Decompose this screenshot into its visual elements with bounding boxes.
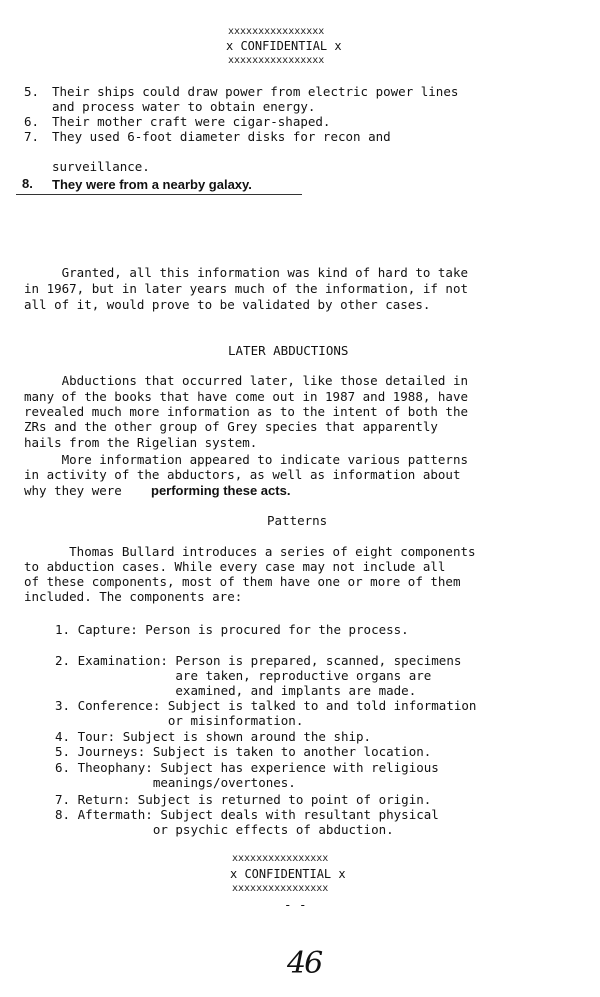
item-7-number: 7. xyxy=(24,129,40,144)
item-8-number: 8. xyxy=(22,176,33,191)
component-3-conference-line-1: 3. Conference: Subject is talked to and told information xyxy=(55,698,477,713)
item-6-line-1: Their mother craft were cigar-shaped. xyxy=(52,114,331,129)
header-stars-bottom: xxxxxxxxxxxxxxxx xyxy=(228,55,325,66)
component-3-conference-line-2: or misinformation. xyxy=(55,713,304,728)
paragraph-2-line-7: in activity of the abductors, as well as information about xyxy=(24,467,461,482)
paragraph-1-line-2: in 1967, but in later years much of the information, if not xyxy=(24,281,469,296)
header-confidential-label: x CONFIDENTIAL x xyxy=(226,39,342,53)
component-5-journeys: 5. Journeys: Subject is taken to another location. xyxy=(55,744,432,759)
section-heading-later-abductions: LATER ABDUCTIONS xyxy=(228,343,349,358)
component-6-theophany-line-2: meanings/overtones. xyxy=(55,775,296,790)
component-8-aftermath-line-1: 8. Aftermath: Subject deals with resultant physical xyxy=(55,807,439,822)
component-2-examination-line-1: 2. Examination: Person is prepared, scanned, specimens xyxy=(55,653,462,668)
paragraph-2-line-2: many of the books that have come out in 1987 and 1988, have xyxy=(24,389,469,404)
footer-confidential-label: x CONFIDENTIAL x xyxy=(230,867,346,881)
component-7-return: 7. Return: Subject is returned to point of origin. xyxy=(55,792,432,807)
footer-stars-bottom: xxxxxxxxxxxxxxxx xyxy=(232,883,329,894)
paragraph-2-line-4: ZRs and the other group of Grey species that apparently xyxy=(24,419,438,434)
paragraph-3-line-3: of these components, most of them have one or more of them xyxy=(24,574,461,589)
section-heading-patterns: Patterns xyxy=(267,513,328,528)
component-2-examination-line-2: are taken, reproductive organs are xyxy=(55,668,432,683)
item-6-number: 6. xyxy=(24,114,40,129)
component-8-aftermath-line-2: or psychic effects of abduction. xyxy=(55,822,394,837)
paragraph-2-line-6: More information appeared to indicate various patterns xyxy=(24,452,469,467)
footer-dash: - - xyxy=(284,897,307,912)
item-8-line-1: They were from a nearby galaxy. xyxy=(52,177,252,192)
paragraph-2-line-3: revealed much more information as to the intent of both the xyxy=(24,404,469,419)
item-5-line-1: Their ships could draw power from electric power lines xyxy=(52,84,459,99)
item-8-underline xyxy=(16,194,302,195)
item-5-line-2: and process water to obtain energy. xyxy=(52,99,316,114)
item-5-number: 5. xyxy=(24,84,40,99)
paragraph-2-line-1: Abductions that occurred later, like those detailed in xyxy=(24,373,469,388)
paragraph-1-line-1: Granted, all this information was kind of hard to take xyxy=(24,265,469,280)
paragraph-2-handwritten-end: performing these acts. xyxy=(151,483,291,498)
paragraph-3-line-1: Thomas Bullard introduces a series of eight components xyxy=(24,544,476,559)
component-1-capture: 1. Capture: Person is procured for the process. xyxy=(55,622,409,637)
footer-stars-top: xxxxxxxxxxxxxxxx xyxy=(232,853,329,864)
item-7-line-3: surveillance. xyxy=(52,159,150,174)
paragraph-2-line-5: hails from the Rigelian system. xyxy=(24,435,258,450)
item-7-line-1: They used 6-foot diameter disks for recon and xyxy=(52,129,391,144)
paragraph-3-line-4: included. The components are: xyxy=(24,589,243,604)
page-number: 46 xyxy=(287,946,322,981)
paragraph-2-line-8: why they were xyxy=(24,483,130,498)
paragraph-3-line-2: to abduction cases. While every case may not include all xyxy=(24,559,446,574)
component-6-theophany-line-1: 6. Theophany: Subject has experience with religious xyxy=(55,760,439,775)
header-stars-top: xxxxxxxxxxxxxxxx xyxy=(228,26,325,37)
component-4-tour: 4. Tour: Subject is shown around the ship. xyxy=(55,729,372,744)
component-2-examination-line-3: examined, and implants are made. xyxy=(55,683,417,698)
paragraph-1-line-3: all of it, would prove to be validated by other cases. xyxy=(24,297,431,312)
